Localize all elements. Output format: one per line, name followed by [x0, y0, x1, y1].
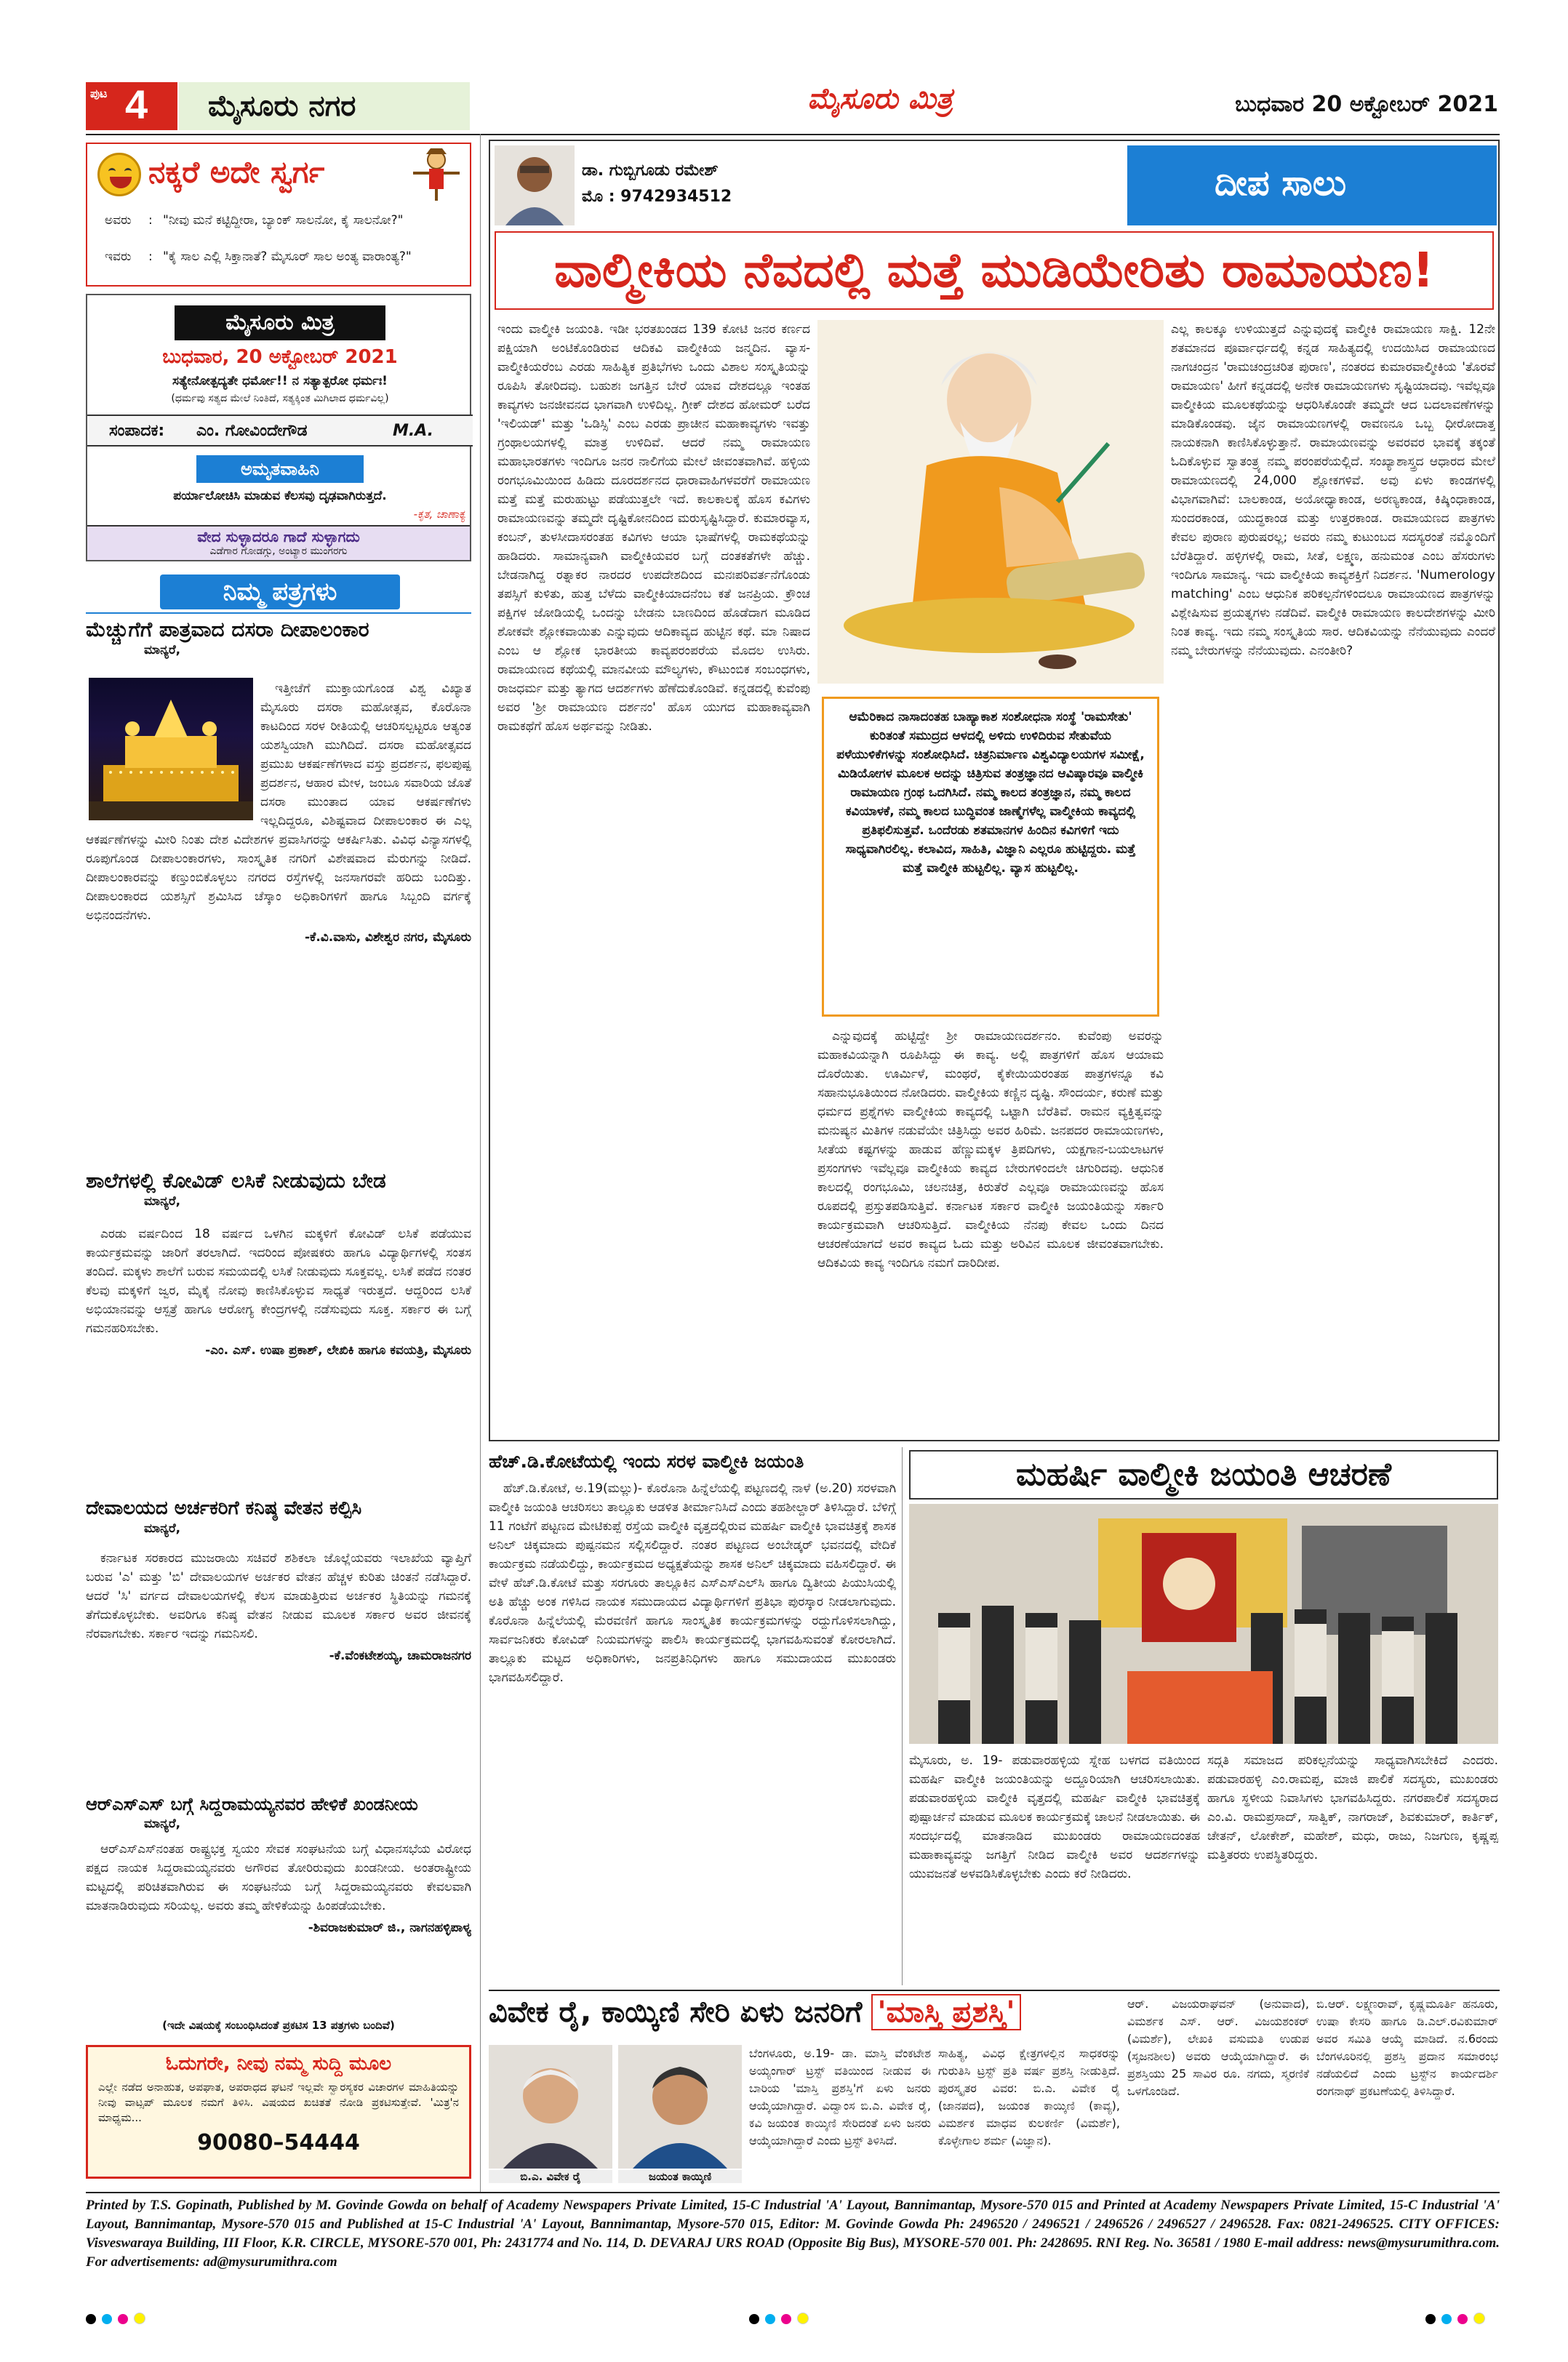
news-column: ಸದ್ಗತಿ ಸಮಾಜದ ಪರಿಕಲ್ಪನೆಯನ್ನು ಸಾಧ್ಯವಾಗಿಸಬೇಕಿದೆ ಎಂದರು. ಪಡುವಾರಹಳ್ಳಿ ಎಂ.ರಾಮಪ್ಪ, ಮಾಜಿ ಪಾಲಿಕೆ ಸದಸ್ಯರು, ಮುಖಂಡರು ಹಾಗೂ ಸ್ಥಳೀಯ ನಿವಾಸಿಗಳು ಭಾಗವಹಿಸಿದ್ದರು. ನಗರಪಾಲಿಕೆ ಸದಸ್ಯರಾದ ಎಂ.ವಿ. ರಾಮಪ್ರಸಾದ್, ಸಾತ್ವಿಕ್, ನಾಗರಾಜ್, ಶಿವಕುಮಾರ್, ಕಾರ್ತಿಕ್, ಚೇತನ್, ಲೋಕೇಶ್, ಮಹೇಶ್, ಮಧು, ರಾಜು, ನಿಜಗುಣ, ಕೃಷ್ಣಪ್ಪ ಮತ್ತಿತರರು ಉಪಸ್ಥಿತರಿದ್ದರು. — [1207, 1753, 1498, 1862]
letter-body: ಇತ್ತೀಚೆಗೆ ಮುಕ್ತಾಯಗೊಂಡ ವಿಶ್ವ ವಿಖ್ಯಾತ ಮೈಸೂರು ದಸರಾ ಮಹೋತ್ಸವ, ಕೊರೊನಾ ಕಾಟದಿಂದ ಸರಳ ರೀತಿಯಲ್ಲಿ ಆಚರಿಸಲ್ಪಟ್ಟರೂ ಆತ್ಯಂತ ಯಶಸ್ವಿಯಾಗಿ ಮುಗಿದಿದೆ. ದಸರಾ ಮಹೋತ್ಸವದ ಪ್ರಮುಖ ಆಕರ್ಷಣೆಗಳಾದ ವಸ್ತು ಪ್ರದರ್ಶನ, ಫಲಪುಷ್ಪ ಪ್ರದರ್ಶನ, ಆಹಾರ ಮೇಳ, ಜಂಬೂ ಸವಾರಿಯ ಜೊತೆ ದಸರಾ ಮುಂತಾದ ಯಾವ ಆಕರ್ಷಣೆಗಳು ಇಲ್ಲದಿದ್ದರೂ, ವಿಶಿಷ್ಟವಾದ ದೀಪಾಲಂಕಾರ ಈ ಎಲ್ಲ ಆಕರ್ಷಣೆಗಳನ್ನು ಮೀರಿ ನಿಂತು ದೇಶ ವಿದೇಶಗಳ ಪ್ರವಾಸಿಗರನ್ನು ಆಕರ್ಷಿಸಿತು. ವಿವಿಧ ವಿನ್ಯಾಸಗಳಲ್ಲಿ ರೂಪುಗೊಂಡ ದೀಪಾಲಂಕಾರಗಳು, ಸಾಂಸ್ಕೃತಿಕ ನಗರಿಗೆ ವಿಶೇಷವಾದ ಮೆರುಗನ್ನು ನೀಡಿದೆ. ದೀಪಾಲಂಕಾರವನ್ನು ಕಣ್ತುಂಬಿಕೊಳ್ಳಲು ನಗರದ ರಸ್ತೆಗಳಲ್ಲಿ ಜನಸಾಗರವೇ ಹರಿದು ಬಂದಿತ್ತು. ದೀಪಾಲಂಕಾರದ ಯಶಸ್ಸಿಗೆ ಶ್ರಮಿಸಿದ ಚೆಸ್ಕಾಂ ಅಧಿಕಾರಿಗಳಿಗೆ ಹಾಗೂ ಸಿಬ್ಬಂದಿ ವರ್ಗಕ್ಕೆ ಅಭಿನಂದನೆಗಳು. -ಕೆ.ವಿ.ವಾಸು, ವಿಶೇಶ್ವರ ನಗರ, ಮೈಸೂರು — [86, 679, 471, 1159]
feature-column: ಎನ್ನುವುದಕ್ಕೆ ಹುಟ್ಟಿದ್ದೇ ಶ್ರೀ ರಾಮಾಯಣದರ್ಶನಂ. ಕುವೆಂಪು ಅವರನ್ನು ಮಹಾಕವಿಯನ್ನಾಗಿ ರೂಪಿಸಿದ್ದು ಈ ಕಾವ್ಯ. ಅಲ್ಲಿ ಪಾತ್ರಗಳಿಗೆ ಹೊಸ ಆಯಾಮ ದೊರೆಯಿತು. ಊರ್ಮಿಳೆ, ಮಂಥರೆ, ಕೈಕೇಯಿಯರಂತಹ ಪಾತ್ರಗಳನ್ನೂ ಕವಿ ಸಹಾನುಭೂತಿಯಿಂದ ನೋಡಿದರು. ವಾಲ್ಮೀಕಿಯ ಕಣ್ಣಿನ ದೃಷ್ಟಿ. ಸೌಂದರ್ಯ, ಕರುಣೆ ಮತ್ತು ಧರ್ಮದ ಪ್ರಶ್ನೆಗಳು ವಾಲ್ಮೀಕಿಯ ಕಾವ್ಯದಲ್ಲಿ ಒಟ್ಟಾಗಿ ಬೆರೆತಿವೆ. ರಾಮನ ವ್ಯಕ್ತಿತ್ವವನ್ನು ಮನುಷ್ಯನ ಮಿತಿಗಳ ನಡುವೆಯೇ ಚಿತ್ರಿಸಿದ್ದು ಅವರ ಹಿರಿಮೆ. ಜನಪದರ ರಾಮಾಯಣಗಳು, ಸೀತೆಯ ಕಷ್ಟಗಳನ್ನು ಹಾಡುವ ಹೆಣ್ಣುಮಕ್ಕಳ ತ್ರಿಪದಿಗಳು, ಯಕ್ಷಗಾನ-ಬಯಲಾಟಗಳ ಪ್ರಸಂಗಗಳು ಇವೆಲ್ಲವೂ ವಾಲ್ಮೀಕಿಯ ಕಾವ್ಯದ ಬೇರುಗಳಿಂದಲೇ ಚಿಗುರಿದವು. ಆಧುನಿಕ ಕಾಲದಲ್ಲಿ ರಂಗಭೂಮಿ, ಚಲನಚಿತ್ರ, ಕಿರುತೆರೆ ಎಲ್ಲವೂ ರಾಮಾಯಣವನ್ನು ಹೊಸ ರೂಪದಲ್ಲಿ ಪ್ರಸ್ತುತಪಡಿಸುತ್ತಿವೆ. ಕರ್ನಾಟಕ ಸರ್ಕಾರ ವಾಲ್ಮೀಕಿ ಜಯಂತಿಯನ್ನು ಸರ್ಕಾರಿ ಕಾರ್ಯಕ್ರಮವಾಗಿ ಆಚರಿಸುತ್ತಿದೆ. ವಾಲ್ಮೀಕಿಯ ನೆನಪು ಕೇವಲ ಒಂದು ದಿನದ ಆಚರಣೆಯಾಗದೆ ಅವರ ಕಾವ್ಯದ ಓದು ಮತ್ತು ಅರಿವಿನ ಮೂಲಕ ಜೀವಂತವಾಗಬೇಕು. ಆದಿಕವಿಯ ಕಾವ್ಯ ಇಂದಿಗೂ ನಮಗೆ ದಾರಿದೀಪ. — [817, 1029, 1164, 1270]
masthead-rule — [86, 134, 1500, 135]
person-photo — [618, 2045, 742, 2169]
author-phone: ಮೊ : 9742934512 — [582, 188, 732, 206]
letter-signature: -ಎಂ. ಎಸ್. ಉಷಾ ಪ್ರಕಾಶ್, ಲೇಖಿಕಿ ಹಾಗೂ ಕವಯತ್ರಿ, ಮೈಸೂರು — [205, 1343, 471, 1358]
registration-dot-icon — [118, 2314, 128, 2324]
issue-date: ಬುಧವಾರ 20 ಅಕ್ಟೋಬರ್ 2021 — [1235, 92, 1498, 117]
editor-row — [87, 415, 473, 447]
amrutha-text: ಪರ್ಯಾಲೋಚಿಸಿ ಮಾಡುವ ಕೆಲಸವು ದೃಢವಾಗಿರುತ್ತದೆ. — [173, 489, 387, 503]
registration-dot-icon — [1473, 2313, 1485, 2324]
info-box — [86, 294, 471, 561]
registration-dot-icon — [781, 2314, 791, 2324]
readers-box — [86, 2045, 471, 2179]
news-column: ಬಿ.ಆರ್. ಲಕ್ಷ್ಮಣರಾವ್, ಕೃಷ್ಣಮೂರ್ತಿ ಹನೂರು, ಉಷಾ ಕೇಸರಿ ಹಾಗೂ ಡಿ.ಎಲ್.ರವಿಕುಮಾರ್ ಅವರ ಸಮಿತಿ ಆಯ್ಕೆ ಮಾಡಿದೆ. ನ.6ರಂದು ಬೆಂಗಳೂರಿನಲ್ಲಿ ಪ್ರಶಸ್ತಿ ಪ್ರದಾನ ಸಮಾರಂಭ ನಡೆಯಲಿದೆ ಎಂದು ಟ್ರಸ್ಟ್‌ನ ಕಾರ್ಯದರ್ಶಿ ರಂಗನಾಥ್ ಪ್ರಕಟಣೆಯಲ್ಲಿ ತಿಳಿಸಿದ್ದಾರೆ. — [1316, 1997, 1498, 2098]
letter-signature: -ಶಿವರಾಜಕುಮಾರ್ ಜಿ., ನಾಗನಹಳ್ಳಿಪಾಳ್ಯ — [308, 1921, 471, 1935]
event-photo — [909, 1504, 1498, 1744]
letter-signature: -ಕೆ.ವಿ.ವಾಸು, ವಿಶೇಶ್ವರ ನಗರ, ಮೈಸೂರು — [304, 930, 471, 945]
column-name-banner — [1127, 145, 1497, 225]
letters-top-rule — [86, 612, 471, 614]
letter-salutation: ಮಾನ್ಯರೆ, — [144, 1521, 181, 1536]
registration-marks-center — [749, 2313, 822, 2327]
amrutha-credit: -ಕೃತ, ಚಾಣಾಕ್ಯ — [413, 508, 465, 521]
imprint-rule — [86, 2192, 1500, 2193]
proverb-box — [87, 525, 470, 560]
registration-marks-left — [86, 2313, 159, 2327]
registration-dot-icon — [102, 2314, 112, 2324]
imprint: Printed by T.S. Gopinath, Published by M. Govinde Gowda on behalf of Academy Newspapers Private Limited, 15-C Industrial 'A' Layout, Bannimantap, Mysore-570 015 and Printed at Academy Newspapers Private Limited, 15-C Industrial 'A' Layout, Bannimantap, Mysore-570 015 and Published at 15-C Industrial 'A' Layout, Bannimantap, Mysore-570 015, Editor: M. Govinde Gowda Ph: 2496520 / 2496521 / 2496526 / 2496527 / 2496528. Fax: 0821-2496525. CITY OFFICES: Visveswaraya Building, III Floor, K.R. CIRCLE, MYSORE-570 001, Ph: 2431774 and No. 114, D. DEVARAJ URS ROAD (Opposite Big Bus), MYSORE-570 001. Ph: 2428695. RNI Reg. No. 36581 / 1980 E-mail address: news@mysurumithra.com. For advertisements: ad@mysurumithra.com — [86, 2198, 1500, 2270]
registration-dot-icon — [1425, 2314, 1436, 2324]
readers-box-title: ಓದುಗರೇ, ನೀವು ನಮ್ಮ ಸುದ್ದಿ ಮೂಲ — [165, 2053, 392, 2075]
headline-box — [495, 231, 1494, 310]
scarecrow-icon — [407, 148, 465, 201]
news-headline: ವಿವೇಕ ರೈ, ಕಾಯ್ಕಿಣಿ ಸೇರಿ ಏಳು ಜನರಿಗೆ 'ಮಾಸ್ತಿ ಪ್ರಶಸ್ತಿ' — [489, 1995, 1216, 2039]
joke-line: ಅವರು : "ನೀವು ಮನೆ ಕಟ್ಟಿದ್ದೀರಾ, ಬ್ಯಾಂಕ್ ಸಾಲನೋ, ಕೈ ಸಾಲನೋ?" — [105, 213, 404, 228]
letter-body: ಎರಡು ವರ್ಷದಿಂದ 18 ವರ್ಷದ ಒಳಗಿನ ಮಕ್ಕಳಿಗೆ ಕೋವಿಡ್ ಲಸಿಕೆ ಪಡೆಯುವ ಕಾರ್ಯಕ್ರಮವನ್ನು ಜಾರಿಗೆ ತರಲಾಗಿದೆ. ಇದರಿಂದ ಪೋಷಕರು ಹಾಗೂ ವಿದ್ಯಾರ್ಥಿಗಳಲ್ಲಿ ಸಂತಸ ತಂದಿದೆ. ಮಕ್ಕಳು ಶಾಲೆಗೆ ಬರುವ ಸಮಯದಲ್ಲಿ ಲಸಿಕೆ ನೀಡುವುದು ಸೂಕ್ತವಲ್ಲ. ಲಸಿಕೆ ಪಡೆದ ನಂತರ ಕೆಲವು ಮಕ್ಕಳಿಗೆ ಜ್ವರ, ಮೈಕೈ ನೋವು ಕಾಣಿಸಿಕೊಳ್ಳುವ ಸಾಧ್ಯತೆ ಇರುತ್ತದೆ. ಆದ್ದರಿಂದ ಲಸಿಕೆ ಅಭಿಯಾನವನ್ನು ಆಸ್ಪತ್ರೆ ಹಾಗೂ ಆರೋಗ್ಯ ಕೇಂದ್ರಗಳಲ್ಲಿ ನಡೆಸುವುದು ಸೂಕ್ತ. ಸರ್ಕಾರ ಈ ಬಗ್ಗೆ ಗಮನಹರಿಸಬೇಕು. -ಎಂ. ಎಸ್. ಉಷಾ ಪ್ರಕಾಶ್, ಲೇಖಿಕಿ ಹಾಗೂ ಕವಯತ್ರಿ, ಮೈಸೂರು — [86, 1225, 471, 1491]
proverb-sub: ಎಡೆಗಾರ ಗೋಡಗ್ಗು, ಅಂಟ್ಯಾರ ಮುಂಗರಗು — [209, 545, 348, 557]
left-column-divider — [480, 134, 481, 2192]
page-number: 4 — [125, 81, 148, 127]
editor-name: ಎಂ. ಗೋವಿಂದೇಗೌಡ — [196, 422, 308, 440]
letter-salutation: ಮಾನ್ಯರೆ, — [144, 1194, 181, 1209]
valmiki-illustration — [817, 320, 1164, 684]
letters-section-title: ನಿಮ್ಮ ಪತ್ರಗಳು — [160, 575, 400, 609]
letter-title: ದೇವಾಲಯದ ಅರ್ಚಕರಿಗೆ ಕನಿಷ್ಠ ವೇತನ ಕಲ್ಪಿಸಿ — [86, 1497, 362, 1519]
feature-column: ಎಲ್ಲ ಕಾಲಕ್ಕೂ ಉಳಿಯುತ್ತದೆ ಎನ್ನುವುದಕ್ಕೆ ವಾಲ್ಮೀಕಿ ರಾಮಾಯಣ ಸಾಕ್ಷಿ. 12ನೇ ಶತಮಾನದ ಪೂರ್ವಾರ್ಧದಲ್ಲಿ ಕನ್ನಡ ಸಾಹಿತ್ಯದಲ್ಲಿ ಉದಯಿಸಿದ ರಾಮಾಯಣದ ನಾಗಚಂದ್ರನ 'ರಾಮಚಂದ್ರಚರಿತ ಪುರಾಣ', ನಂತರದ ಕುಮಾರವಾಲ್ಮೀಕಿಯ 'ತೊರವೆ ರಾಮಾಯಣ' ಹೀಗೆ ಕನ್ನಡದಲ್ಲಿ ಅನೇಕ ರಾಮಾಯಣಗಳು ಸೃಷ್ಟಿಯಾದವು. ಇವೆಲ್ಲವೂ ವಾಲ್ಮೀಕಿಯ ಮೂಲಕಥೆಯನ್ನು ಆಧರಿಸಿಕೊಂಡೇ ತಮ್ಮದೇ ಆದ ಬದಲಾವಣೆಗಳನ್ನು ಮಾಡಿಕೊಂಡವು. ಜೈನ ರಾಮಾಯಣಗಳಲ್ಲಿ ರಾವಣನೂ ಒಬ್ಬ ಧೀರೋದಾತ್ತ ನಾಯಕನಾಗಿ ಕಾಣಿಸಿಕೊಳ್ಳುತ್ತಾನೆ. ರಾಮಾಯಣವನ್ನು ಅವರವರ ಭಾವಕ್ಕೆ ತಕ್ಕಂತೆ ಓದಿಕೊಳ್ಳುವ ಸ್ವಾತಂತ್ರ್ಯ ನಮ್ಮ ಪರಂಪರೆಯಲ್ಲಿದೆ. ಸಂಖ್ಯಾಶಾಸ್ತ್ರದ ಆಧಾರದ ಮೇಲೆ ರಾಮಾಯಣದಲ್ಲಿ 24,000 ಶ್ಲೋಕಗಳಿವೆ. ಅವು ಏಳು ಕಾಂಡಗಳಲ್ಲಿ ವಿಭಾಗವಾಗಿವೆ: ಬಾಲಕಾಂಡ, ಅಯೋಧ್ಯಾಕಾಂಡ, ಅರಣ್ಯಕಾಂಡ, ಕಿಷ್ಕಿಂಧಾಕಾಂಡ, ಸುಂದರಕಾಂಡ, ಯುದ್ಧಕಾಂಡ ಮತ್ತು ಉತ್ತರಕಾಂಡ. ರಾಮಾಯಣದ ಪಾತ್ರಗಳು ಕೇವಲ ಪುರಾಣ ಪುರುಷರಲ್ಲ; ಅವರು ನಮ್ಮ ಕುಟುಂಬದ ಸದಸ್ಯರಂತೆ ನಮ್ಮೊಂದಿಗೆ ಬೆರೆತಿದ್ದಾರೆ. ಹಳ್ಳಿಗಳಲ್ಲಿ ರಾಮ, ಸೀತೆ, ಲಕ್ಷ್ಮಣ, ಹನುಮಂತ ಎಂಬ ಹೆಸರುಗಳು ಇಂದಿಗೂ ಸಾಮಾನ್ಯ. ಇದು ವಾಲ್ಮೀಕಿಯ ಕಾವ್ಯಶಕ್ತಿಗೆ ನಿದರ್ಶನ. 'Numerology matching' ಎಂಬ ಆಧುನಿಕ ಪರಿಕಲ್ಪನೆಗಳಿಂದಲೂ ರಾಮಾಯಣದ ಪಾತ್ರಗಳನ್ನು ವಿಶ್ಲೇಷಿಸುವ ಪ್ರಯತ್ನಗಳು ನಡೆದಿವೆ. ವಾಲ್ಮೀಕಿ ರಾಮಾಯಣ ಕಾಲದೇಶಗಳನ್ನು ಮೀರಿ ನಿಂತ ಕಾವ್ಯ. ಇದು ನಮ್ಮ ಸಂಸ್ಕೃತಿಯ ಸಾರ. ಆದಿಕವಿಯನ್ನು ನೆನೆಯುವುದು ಎಂದರೆ ನಮ್ಮ ಬೇರುಗಳನ್ನು ನೆನೆಯುವುದು. ಎನಂತೀರಿ? — [1171, 322, 1495, 658]
author-photo — [495, 145, 575, 225]
person-photo — [489, 2045, 612, 2169]
letter-salutation: ಮಾನ್ಯರೆ, — [144, 643, 181, 657]
paper-name: ಮೈಸೂರು ಮಿತ್ರ — [807, 82, 953, 116]
news-headline: ಹೆಚ್.ಡಿ.ಕೋಟೆಯಲ್ಲಿ ಇಂದು ಸರಳ ವಾಲ್ಮೀಕಿ ಜಯಂತಿ — [489, 1451, 804, 1472]
photo-caption: ಬಿ.ಎ. ವಿವೇಕ ರೈ — [489, 2170, 612, 2183]
letter — [86, 1495, 471, 1536]
section-rule — [489, 1990, 1500, 1991]
letter-title: ಮೆಚ್ಚುಗೆಗೆ ಪಾತ್ರವಾದ ದಸರಾ ದೀಪಾಲಂಕಾರ — [86, 617, 369, 641]
news-column: ಸಾಹಿತ್ಯ, ವಿವಿಧ ಕ್ಷೇತ್ರಗಳಲ್ಲಿನ ಸಾಧಕರನ್ನು ಗುರುತಿಸಿ ಟ್ರಸ್ಟ್ ಪ್ರತಿ ವರ್ಷ ಪ್ರಶಸ್ತಿ ನೀಡುತ್ತಿದೆ. ಪುರಸ್ಕೃತರ ವಿವರ: ಬಿ.ಎ. ವಿವೇಕ ರೈ (ಜಾನಪದ), ಜಯಂತ ಕಾಯ್ಕಿಣಿ (ಕಾವ್ಯ), ವಿಮರ್ಶಕ ಮಾಧವ ಕುಲಕರ್ಣಿ (ವಿಮರ್ಶೆ), ಕೊಳ್ಳೇಗಾಲ ಶರ್ಮ (ವಿಜ್ಞಾನ). — [938, 2046, 1120, 2147]
info-paper-logo: ಮೈಸೂರು ಮಿತ್ರ — [175, 305, 385, 340]
feature-column: ಇಂದು ವಾಲ್ಮೀಕಿ ಜಯಂತಿ. ಇಡೀ ಭರತಖಂಡದ 139 ಕೋಟಿ ಜನರ ಕರ್ಣದ ಪಕ್ಷಿಯಾಗಿ ಅಂಟಿಕೊಂಡಿರುವ ಆದಿಕವಿ ವಾಲ್ಮೀಕಿಯ ಜನ್ಮದಿನ. ವ್ಯಾಸ-ವಾಲ್ಮೀಕಿಯರೆಂಬ ಎರಡು ಸಾಹಿತ್ಯಿಕ ಪ್ರತಿಭೆಗಳು ಒಂದು ವಿಶಾಲ ಸಂಸ್ಕೃತಿಯನ್ನು ರೂಪಿಸಿ ತೋರಿದವು. ಬಹುಶಃ ಜಗತ್ತಿನ ಬೇರೆ ಯಾವ ದೇಶದಲ್ಲೂ ಇಂತಹ ಕಾವ್ಯಗಳು ಜನಜೀವನದ ಭಾಗವಾಗಿ ಉಳಿದಿಲ್ಲ. ಗ್ರೀಕ್ ದೇಶದ ಹೋಮರ್ ಬರೆದ 'ಇಲಿಯಡ್' ಮತ್ತು 'ಒಡಿಸ್ಸಿ' ಎಂಬ ಎರಡು ಪ್ರಾಚೀನ ಮಹಾಕಾವ್ಯಗಳು ಇವತ್ತು ಗ್ರಂಥಾಲಯಗಳಲ್ಲಿ ಮಾತ್ರ ಉಳಿದಿವೆ. ಆದರೆ ನಮ್ಮ ರಾಮಾಯಣ ಮಹಾಭಾರತಗಳು ಇಂದಿಗೂ ಜನರ ನಾಲಿಗೆಯ ಮೇಲೆ ಜೀವಂತವಾಗಿವೆ. ಹಳ್ಳಿಯ ರಂಗಭೂಮಿಯಿಂದ ಹಿಡಿದು ದೂರದರ್ಶನದ ಧಾರಾವಾಹಿಗಳವರೆಗೆ ರಾಮಾಯಣ ಮತ್ತೆ ಮತ್ತೆ ಮರುಹುಟ್ಟು ಪಡೆಯುತ್ತಲೇ ಇದೆ. ಕಾಲಕಾಲಕ್ಕೆ ಹೊಸ ಕವಿಗಳು ರಾಮಾಯಣವನ್ನು ತಮ್ಮದೇ ದೃಷ್ಟಿಕೋನದಿಂದ ಮರುಸೃಷ್ಟಿಸಿದ್ದಾರೆ. ಕುಮಾರವ್ಯಾಸ, ಕಂಬನ್, ತುಳಸೀದಾಸರಂತಹ ಕವಿಗಳು ಆಯಾ ಭಾಷೆಗಳಲ್ಲಿ ರಾಮಕಥೆಯನ್ನು ಹಾಡಿದರು. ಸಾಮಾನ್ಯವಾಗಿ ವಾಲ್ಮೀಕಿಯವರ ಬಗ್ಗೆ ದಂತಕತೆಗಳೇ ಹೆಚ್ಚು. ಬೇಡನಾಗಿದ್ದ ರತ್ನಾಕರ ನಾರದರ ಉಪದೇಶದಿಂದ ಮನಃಪರಿವರ್ತನೆಗೊಂಡು ತಪಸ್ಸಿಗೆ ಕುಳಿತು, ಹುತ್ತ ಬೆಳೆದು ವಾಲ್ಮೀಕಿಯಾದನೆಂಬ ಕತೆ ಜನಪ್ರಿಯ. ಕ್ರೌಂಚ ಪಕ್ಷಿಗಳ ಜೋಡಿಯಲ್ಲಿ ಒಂದನ್ನು ಬೇಡನು ಬಾಣದಿಂದ ಹೊಡೆದಾಗ ಮೂಡಿದ ಶೋಕವೇ ಶ್ಲೋಕವಾಯಿತು ಎನ್ನುವುದು ಆದಿಕಾವ್ಯದ ಹುಟ್ಟಿನ ಕಥೆ. ಮಾ ನಿಷಾದ ಎಂಬ ಆ ಶ್ಲೋಕ ಭಾರತೀಯ ಕಾವ್ಯಪರಂಪರೆಯ ಮೊದಲ ಉಸಿರು. ರಾಮಾಯಣದ ಕಥೆಯಲ್ಲಿ ಮಾನವೀಯ ಮೌಲ್ಯಗಳು, ಕೌಟುಂಬಿಕ ಸಂಬಂಧಗಳು, ರಾಜಧರ್ಮ ಮತ್ತು ತ್ಯಾಗದ ಆದರ್ಶಗಳು ಹೆಣೆದುಕೊಂಡಿವೆ. ಕನ್ನಡದಲ್ಲಿ ಕುವೆಂಪು ಅವರ 'ಶ್ರೀ ರಾಮಾಯಣ ದರ್ಶನಂ' ಹೊಸ ಯುಗದ ಮಹಾಕಾವ್ಯವಾಗಿ ರಾಮಕಥೆಗೆ ಹೊಸ ಅರ್ಥವನ್ನು ನೀಡಿತು. — [497, 322, 810, 734]
news-divider — [902, 1447, 903, 1985]
paper-name-logo — [771, 82, 989, 126]
registration-marks-right — [1425, 2313, 1498, 2327]
registration-dot-icon — [134, 2313, 145, 2324]
news-body: ಹೆಚ್.ಡಿ.ಕೋಟೆ, ಅ.19(ಮಲ್ಲು)- ಕೊರೊನಾ ಹಿನ್ನೆಲೆಯಲ್ಲಿ ಪಟ್ಟಣದಲ್ಲಿ ನಾಳೆ (ಅ.20) ಸರಳವಾಗಿ ವಾಲ್ಮೀಕಿ ಜಯಂತಿ ಆಚರಿಸಲು ತಾಲ್ಲೂಕು ಆಡಳಿತ ತೀರ್ಮಾನಿಸಿದೆ ಎಂದು ತಹಶೀಲ್ದಾರ್ ತಿಳಿಸಿದ್ದಾರೆ. ಬೆಳಿಗ್ಗೆ 11 ಗಂಟೆಗೆ ಪಟ್ಟಣದ ಮೇಟಿಕುಪ್ಪೆ ರಸ್ತೆಯ ವಾಲ್ಮೀಕಿ ವೃತ್ತದಲ್ಲಿರುವ ಮಹರ್ಷಿ ವಾಲ್ಮೀಕಿ ಭಾವಚಿತ್ರಕ್ಕೆ ಶಾಸಕ ಅನಿಲ್ ಚಿಕ್ಕಮಾದು ಪುಷ್ಪನಮನ ಸಲ್ಲಿಸಲಿದ್ದಾರೆ. ನಂತರ ಪಟ್ಟಣದ ಅಂಬೇಡ್ಕರ್ ಭವನದಲ್ಲಿ ವೇದಿಕೆ ಕಾರ್ಯಕ್ರಮ ನಡೆಯಲಿದ್ದು, ಕಾರ್ಯಕ್ರಮದ ಅಧ್ಯಕ್ಷತೆಯನ್ನು ಶಾಸಕ ಅನಿಲ್ ಚಿಕ್ಕಮಾದು ವಹಿಸಲಿದ್ದಾರೆ. ಈ ವೇಳೆ ಹೆಚ್.ಡಿ.ಕೋಟೆ ಮತ್ತು ಸರಗೂರು ತಾಲ್ಲೂಕಿನ ಎಸ್‌ಎಸ್‌ಎಲ್‌ಸಿ ಹಾಗೂ ದ್ವಿತೀಯ ಪಿಯುಸಿಯಲ್ಲಿ ಅತಿ ಹೆಚ್ಚು ಅಂಕ ಗಳಿಸಿದ ನಾಯಕ ಸಮುದಾಯದ ವಿದ್ಯಾರ್ಥಿಗಳಿಗೆ ಪ್ರತಿಭಾ ಪುರಸ್ಕಾರ ನೀಡಲಾಗುವುದು. ಕೊರೊನಾ ಹಿನ್ನೆಲೆಯಲ್ಲಿ ಮೆರವಣಿಗೆ ಹಾಗೂ ಸಾಂಸ್ಕೃತಿಕ ಕಾರ್ಯಕ್ರಮಗಳನ್ನು ರದ್ದುಗೊಳಿಸಲಾಗಿದ್ದು, ಸಾರ್ವಜನಿಕರು ಕೋವಿಡ್ ನಿಯಮಗಳನ್ನು ಪಾಲಿಸಿ ಕಾರ್ಯಕ್ರಮದಲ್ಲಿ ಭಾಗವಹಿಸುವಂತೆ ಕೋರಲಾಗಿದೆ. ತಾಲ್ಲೂಕು ಮಟ್ಟದ ಅಧಿಕಾರಿಗಳು, ಜನಪ್ರತಿನಿಧಿಗಳು ಹಾಗೂ ಸಮುದಾಯದ ಮುಖಂಡರು ಭಾಗವಹಿಸಲಿದ್ದಾರೆ. — [489, 1481, 896, 1685]
amrutha-title: ಅಮೃತವಾಹಿನಿ — [196, 455, 364, 483]
column-name: ದೀಪ ಸಾಲು — [1215, 163, 1347, 204]
letter — [86, 617, 471, 657]
author-name: ಡಾ. ಗುಬ್ಬಿಗೂಡು ರಮೇಶ್ — [582, 161, 719, 180]
letter-title: ಶಾಲೆಗಳಲ್ಲಿ ಕೋವಿಡ್ ಲಸಿಕೆ ನೀಡುವುದು ಬೇಡ — [86, 1169, 386, 1193]
feature-headline: ವಾಲ್ಮೀಕಿಯ ನೆವದಲ್ಲಿ ಮತ್ತೆ ಮುಡಿಯೇರಿತು ರಾಮಾಯಣ! — [554, 242, 1434, 298]
info-date: ಬುಧವಾರ, 20 ಅಕ್ಟೋಬರ್ 2021 — [162, 346, 398, 368]
joke-line: ಇವರು : "ಕೈ ಸಾಲ ಎಲ್ಲಿ ಸಿಕ್ತಾನಾತೆ? ಮೈಸೂರ್‌ ಸಾಲ ಅಂತ್ಯ ವಾರಾಂತ್ಯ?" — [105, 249, 412, 264]
news-column: ಆರ್. ವಿಜಯರಾಘವನ್ (ಅನುವಾದ), ವಿಮರ್ಶಕ ಎಸ್. ಆರ್. ವಿಜಯಶಂಕರ್ (ವಿಮರ್ಶೆ), ಲೇಖಕಿ ವಸುಮತಿ ಉಡುಪ (ಸೃಜನಶೀಲ) ಅವರು ಆಯ್ಕೆಯಾಗಿದ್ದಾರೆ. ಈ ಪ್ರಶಸ್ತಿಯು 25 ಸಾವಿರ ರೂ. ನಗದು, ಸ್ಮರಣಿಕೆ ಒಳಗೊಂಡಿದೆ. — [1127, 1997, 1309, 2098]
section-name-bar — [179, 82, 470, 130]
page-number-badge — [86, 82, 177, 130]
registration-dot-icon — [765, 2314, 775, 2324]
letter — [86, 1168, 471, 1209]
editor-degree: M.A. — [393, 422, 434, 440]
motto-sub: (ಧರ್ಮವು ಸತ್ಯದ ಮೇಲೆ ನಿಂತಿದೆ, ಸತ್ಯಕ್ಕಿಂತ ಮಿಗಿಲಾದ ಧರ್ಮವಿಲ್ಲ) — [171, 393, 389, 404]
letter-title: ಆರ್‌ಎಸ್‌ಎಸ್ ಬಗ್ಗೆ ಸಿದ್ದರಾಮಯ್ಯನವರ ಹೇಳಿಕೆ ಖಂಡನೀಯ — [86, 1794, 418, 1814]
news-column: ಬೆಂಗಳೂರು, ಅ.19- ಡಾ. ಮಾಸ್ತಿ ವೆಂಕಟೇಶ ಅಯ್ಯಂಗಾರ್ ಟ್ರಸ್ಟ್ ವತಿಯಿಂದ ನೀಡುವ ಈ ಬಾರಿಯ 'ಮಾಸ್ತಿ ಪ್ರಶಸ್ತಿ'ಗೆ ಏಳು ಜನರು ಆಯ್ಕೆಯಾಗಿದ್ದಾರೆ. ವಿದ್ವಾಂಸ ಬಿ.ಎ. ವಿವೇಕ ರೈ, ಕವಿ ಜಯಂತ ಕಾಯ್ಕಿಣಿ ಸೇರಿದಂತೆ ಏಳು ಜನರು ಆಯ್ಕೆಯಾಗಿದ್ದಾರೆ ಎಂದು ಟ್ರಸ್ಟ್ ತಿಳಿಸಿದೆ. — [749, 2046, 931, 2147]
section-name: ಮೈಸೂರು ನಗರ — [208, 89, 356, 123]
news-column: ಮೈಸೂರು, ಅ. 19- ಪಡುವಾರಹಳ್ಳಿಯ ಸ್ನೇಹ ಬಳಗದ ವತಿಯಿಂದ ಮಹರ್ಷಿ ವಾಲ್ಮೀಕಿ ಜಯಂತಿಯನ್ನು ಅದ್ದೂರಿಯಾಗಿ ಆಚರಿಸಲಾಯಿತು. ಪಡುವಾರಹಳ್ಳಿಯ ವಾಲ್ಮೀಕಿ ವೃತ್ತದಲ್ಲಿ ಮಹರ್ಷಿ ವಾಲ್ಮೀಕಿ ಭಾವಚಿತ್ರಕ್ಕೆ ಪುಷ್ಪಾರ್ಚನೆ ಮಾಡುವ ಮೂಲಕ ಕಾರ್ಯಕ್ರಮಕ್ಕೆ ಚಾಲನೆ ನೀಡಲಾಯಿತು. ಈ ಸಂದರ್ಭದಲ್ಲಿ ಮಾತನಾಡಿದ ಮುಖಂಡರು ರಾಮಾಯಣದಂತಹ ಮಹಾಕಾವ್ಯವನ್ನು ಜಗತ್ತಿಗೆ ನೀಡಿದ ವಾಲ್ಮೀಕಿ ಅವರ ಆದರ್ಶಗಳನ್ನು ಯುವಜನತೆ ಅಳವಡಿಸಿಕೊಳ್ಳಬೇಕು ಎಂದು ಕರೆ ನೀಡಿದರು. — [909, 1753, 1200, 1881]
letters-footnote: (ಇದೇ ವಿಷಯಕ್ಕೆ ಸಂಬಂಧಿಸಿದಂತೆ ಪ್ರಕಟಿಸ 13 ಪತ್ರಗಳು ಬಂದಿವೆ) — [162, 2019, 395, 2032]
page-label: ಪುಟ — [90, 87, 108, 100]
registration-dot-icon — [1457, 2314, 1468, 2324]
registration-dot-icon — [749, 2314, 759, 2324]
letter-body: ಕರ್ನಾಟಕ ಸರಕಾರದ ಮುಜರಾಯಿ ಸಚಿವರೆ ಶಶಿಕಲಾ ಜೊಲ್ಲೆಯವರು ಇಲಾಖೆಯ ವ್ಯಾಪ್ತಿಗೆ ಬರುವ 'ಎ' ಮತ್ತು 'ಬಿ' ದೇವಾಲಯಗಳ ಅರ್ಚಕರ ವೇತನ ಹೆಚ್ಚಳ ಕುರಿತು ಚಿಂತನೆ ನಡೆಸಿದ್ದಾರೆ. ಆದರೆ 'ಸಿ' ವರ್ಗದ ದೇವಾಲಯಗಳಲ್ಲಿ ಕೆಲಸ ಮಾಡುತ್ತಿರುವ ಅರ್ಚಕರ ಸ್ಥಿತಿಯನ್ನು ಗಮನಕ್ಕೆ ತೆಗೆದುಕೊಳ್ಳಬೇಕು. ಅವರಿಗೂ ಕನಿಷ್ಠ ವೇತನ ನೀಡುವ ಮೂಲಕ ಸರ್ಕಾರ ಅವರ ಜೀವನಕ್ಕೆ ನೆರವಾಗಬೇಕು. ಸರ್ಕಾರ ಇದನ್ನು ಗಮನಿಸಲಿ. -ಕೆ.ವೆಂಕಟೇಶಯ್ಯ, ಚಾಮರಾಜನಗರ — [86, 1549, 471, 1787]
photo-caption: ಜಯಂತ ಕಾಯ್ಕಿಣಿ — [618, 2170, 742, 2183]
pullquote: ಆಮೆರಿಕಾದ ನಾಸಾದಂತಹ ಬಾಹ್ಯಾಕಾಶ ಸಂಶೋಧನಾ ಸಂಸ್ಥೆ 'ರಾಮಸೇತು' ಕುರಿತಂತೆ ಸಮುದ್ರದ ಆಳದಲ್ಲಿ ಅಳಿದು ಉಳಿದಿರುವ ಸೇತುವೆಯ ಪಳೆಯುಳಿಕೆಗಳನ್ನು ಸಂಶೋಧಿಸಿದೆ. ಚಿತ್ರನಿರ್ಮಾಣ ವಿಶ್ವವಿದ್ಯಾಲಯಗಳ ಸಮೀಕ್ಷೆ, ಮಿಡಿಯೋಗಳ ಮೂಲಕ ಅದನ್ನು ಚಿತ್ರಿಸುವ ತಂತ್ರಜ್ಞಾನದ ಆವಿಷ್ಕಾರವೂ ವಾಲ್ಮೀಕಿ ರಾಮಾಯಣ ಗ್ರಂಥ ಒದಗಿಸಿದೆ. ನಮ್ಮ ಕಾಲದ ತಂತ್ರಜ್ಞಾನ, ನಮ್ಮ ಕಾಲದ ಕವಿಯಾಳಕೆ, ನಮ್ಮ ಕಾಲದ ಬುದ್ಧಿವಂತ ಜಾಣ್ಮೆಗಳೆಲ್ಲ ವಾಲ್ಮೀಕಿಯ ಕಾವ್ಯದಲ್ಲಿ ಪ್ರತಿಫಲಿಸುತ್ತವೆ. ಒಂದೆರಡು ಶತಮಾನಗಳ ಹಿಂದಿನ ಕವಿಗಳಿಗೆ ಇದು ಸಾಧ್ಯವಾಗಿರಲಿಲ್ಲ. ಕಲಾವಿದ, ಸಾಹಿತಿ, ವಿಜ್ಞಾನಿ ಎಲ್ಲರೂ ಹುಟ್ಟಿದ್ದರು. ಮತ್ತೆ ಮತ್ತೆ ವಾಲ್ಮೀಕಿ ಹುಟ್ಟಲಿಲ್ಲ. ವ್ಯಾಸ ಹುಟ್ಟಲಿಲ್ಲ. — [836, 710, 1145, 876]
letter-salutation: ಮಾನ್ಯರೆ, — [144, 1817, 181, 1831]
proverb: ವೇದ ಸುಳ್ಳಾದರೂ ಗಾದೆ ಸುಳ್ಳಾಗದು — [197, 528, 360, 545]
letter — [86, 1792, 471, 1831]
joke-title: ನಕ್ಕರೆ ಅದೇ ಸ್ವರ್ಗ — [148, 154, 325, 190]
letter-signature: -ಕೆ.ವೆಂಕಟೇಶಯ್ಯ, ಚಾಮರಾಜನಗರ — [329, 1649, 471, 1663]
news-headline-bar — [909, 1450, 1498, 1500]
readers-box-phone: 90080–54444 — [197, 2130, 360, 2155]
letter-body: ಆರ್‌ಎಸ್‌ಎಸ್‌ನಂತಹ ರಾಷ್ಟ್ರಭಕ್ತ ಸ್ವಯಂ ಸೇವಕ ಸಂಘಟನೆಯ ಬಗ್ಗೆ ವಿಧಾನಸಭೆಯ ವಿರೋಧ ಪಕ್ಷದ ನಾಯಕ ಸಿದ್ದರಾಮಯ್ಯನವರು ಅಗೌರವ ತೋರಿರುವುದು ಖಂಡನೀಯ. ಅಂತರಾಷ್ಟ್ರೀಯ ಮಟ್ಟದಲ್ಲಿ ಪರಿಚಿತವಾಗಿರುವ ಈ ಸಂಘಟನೆಯ ಬಗ್ಗೆ ಸಿದ್ದರಾಮಯ್ಯನವರು ಕೇವಲವಾಗಿ ಮಾತನಾಡಿರುವುದು ಸರಿಯಲ್ಲ. ಅವರು ತಮ್ಮ ಹೇಳಿಕೆಯನ್ನು ಹಿಂಪಡೆಯಬೇಕು. -ಶಿವರಾಜಕುಮಾರ್ ಜಿ., ನಾಗನಹಳ್ಳಿಪಾಳ್ಯ — [86, 1840, 471, 2014]
readers-box-text: ಎಲ್ಲೇ ನಡೆದ ಅನಾಹುತ, ಅಪಘಾತ, ಅಪರಾಧದ ಘಟನೆ ಇಲ್ಲವೇ ಸ್ವಾರಸ್ಯಕರ ವಿಚಾರಗಳ ಮಾಹಿತಿಯನ್ನು ನೀವು ವಾಟ್ಸಪ್ ಮೂಲಕ ನಮಗೆ ತಿಳಿಸಿ. ವಿಷಯದ ಖಚಿತತೆ ನೋಡಿ ಪ್ರಕಟಿಸುತ್ತೇವೆ. 'ಮಿತ್ರ'ನ ಮಾಧ್ಯಮ... — [98, 2081, 459, 2124]
joke-box — [86, 143, 471, 287]
registration-dot-icon — [86, 2314, 96, 2324]
news-headline: ಮಹರ್ಷಿ ವಾಲ್ಮೀಕಿ ಜಯಂತಿ ಆಚರಣೆ — [1016, 1456, 1391, 1493]
pullquote-box — [822, 697, 1159, 1017]
editor-label: ಸಂಪಾದಕ: — [109, 422, 165, 440]
laughing-face-icon — [97, 153, 141, 196]
motto: ಸತ್ಯೇನೋತ್ಪದ್ಯತೇ ಧರ್ಮೋ!! ನ ಸತ್ಯಾತ್ಪರೋ ಧರ್ಮಃ! — [172, 374, 388, 388]
registration-dot-icon — [797, 2313, 809, 2324]
registration-dot-icon — [1441, 2314, 1452, 2324]
